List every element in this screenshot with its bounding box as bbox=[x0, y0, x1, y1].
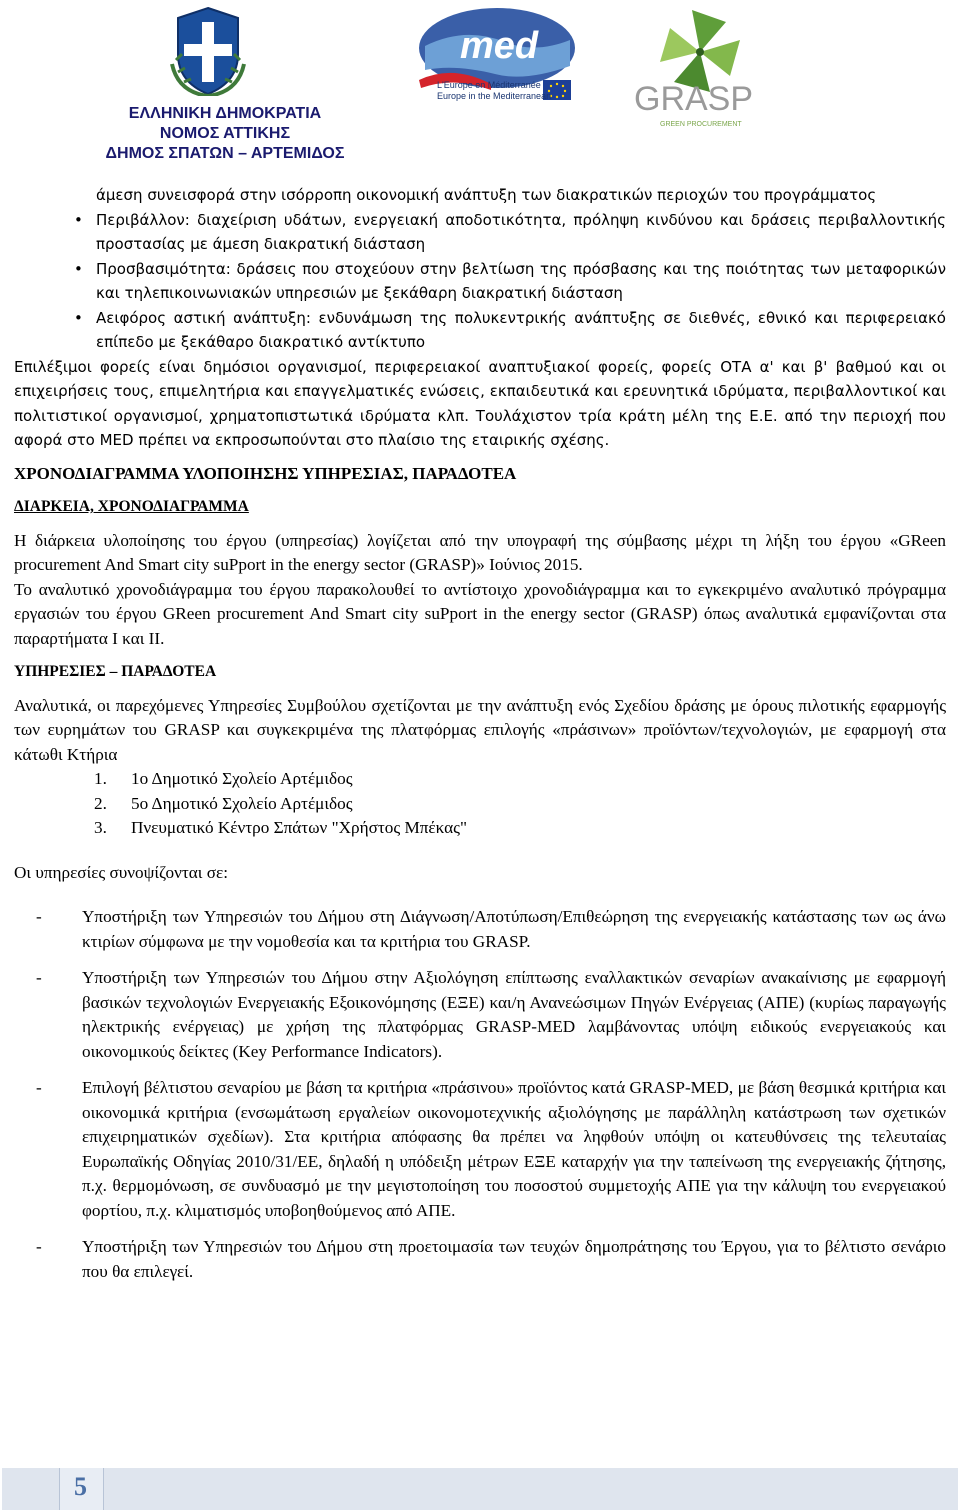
subheading-services: ΥΠΗΡΕΣΙΕΣ – ΠΑΡΑΔΟΤΕΑ bbox=[14, 663, 217, 680]
greek-republic-seal-icon bbox=[168, 4, 248, 96]
building-list-item bbox=[14, 816, 946, 841]
bullet-dot-icon: • bbox=[74, 308, 83, 327]
header-line-municipality: ΔΗΜΟΣ ΣΠΑΤΩΝ – ΑΡΤΕΜΙΔΟΣ bbox=[105, 145, 345, 162]
page-number: 5 bbox=[74, 1472, 87, 1501]
bullet-item bbox=[14, 208, 946, 257]
document-body bbox=[14, 183, 946, 1296]
dash-bullet: - bbox=[36, 1237, 42, 1256]
duration-paragraph: Η διάρκεια υλοποίησης του έργου (υπηρεσίας) λογίζεται από την υπογραφή της σύμβασης μέχρι τη λήξη του έργου «GReen procurement And Smart city suPport in the energy sector (GRASP)» Ιούνιος 2015. bbox=[14, 530, 946, 574]
med-logo-wordmark: med bbox=[460, 25, 539, 67]
bullet-continuation bbox=[14, 183, 946, 208]
services-summary-intro: Οι υπηρεσίες συνοψίζονται σε: bbox=[14, 862, 228, 882]
schedule-paragraph: Το αναλυτικό χρονοδιάγραμμα του έργου παρακολουθεί το αντίστοιχο χρονοδιάγραμμα και το εγκεκριμένο αναλυτικό πρόγραμμα εργασιών του έργου GReen procurement And Smart city suPport in the energy sector (GRASP) όπως αναλυτικά εμφανίζονται στα παραρτήματα Ι και ΙΙ. bbox=[14, 579, 946, 648]
dash-bullet: - bbox=[36, 968, 42, 987]
service-list-item bbox=[14, 1235, 946, 1284]
subheading-duration-text: ΔΙΑΡΚΕΙΑ, ΧΡΟΝΟΔΙΑΓΡΑΜΜΑ bbox=[14, 498, 249, 515]
med-programme-logo bbox=[405, 6, 575, 102]
header-line-prefecture: ΝΟΜΟΣ ΑΤΤΙΚΗΣ bbox=[159, 125, 291, 142]
municipality-title bbox=[100, 104, 350, 164]
building-label: Πνευματικό Κέντρο Σπάτων "Χρήστος Μπέκας" bbox=[131, 818, 467, 837]
med-logo-subtitle-fr: L'Europe en Méditerranée bbox=[437, 80, 541, 90]
service-text: Επιλογή βέλτιστου σεναρίου με βάση τα κριτήρια «πράσινου» προϊόντος κατά GRASP-MED, με βάση θεσμικά κριτήρια και οικονομικά κριτήρια (ενσωμάτωση εργαλείων οικονομοτεχνικής αξιολόγησης με παράλληλη κατάστρωση των σχετικών επιχειρηματικών σχεδίων). Στα κριτήρια απόφασης θα πρέπει να ληφθούν υπόψη οι κατευθύνσεις της τελευταίας Ευρωπαϊκής Οδηγίας 2010/31/ΕΕ, δηλαδή η υπόδειξη μέτρων ΕΞΕ καταρχήν για την ταπείνωση της ενεργειακής ζήτησης, π.χ. θερμομόνωση, σε συνδυασμό με την μεγιστοποίηση του ποσοστού συμμετοχής ΑΠΕ για την κάλυψη του ενεργειακού φορτίου, π.χ. κλιματισμός υποβοηθούμενος από ΑΠΕ. bbox=[82, 1078, 946, 1220]
bullet-dot-icon: • bbox=[74, 259, 83, 278]
dash-bullet: - bbox=[36, 1078, 42, 1097]
bullet-item bbox=[14, 306, 946, 355]
bullet-text: Περιβάλλον: διαχείριση υδάτων, ενεργειακή αποδοτικότητα, πρόληψη κινδύνου και δράσεις περιβαλλοντικής προστασίας με άμεση διακρατική διάσταση bbox=[96, 210, 946, 253]
eligible-bodies-paragraph: Επιλέξιμοι φορείς είναι δημόσιοι οργανισμοί, περιφερειακοί αναπτυξιακοί φορείς, φορείς ΟΤΑ α' και β' βαθμού και οι επιχειρήσεις τους, επιμελητήρια και επαγγελματικές ενώσεις, εκπαιδευτικά και ερευνητικά ιδρύματα, περιβαλλοντικοί και πολιτιστικοί οργανισμοί, χρηματοπιστωτικά ιδρύματα κλπ. Τουλάχιστον τρία κράτη μέλη της Ε.Ε. από την περιοχή που αφορά στο MED πρέπει να εκπροσωπούνται στο πλαίσιο της εταιρικής σχέσης. bbox=[14, 357, 946, 449]
grasp-logo-subtitle: GREEN PROCUREMENT bbox=[660, 121, 742, 128]
service-text: Υποστήριξη των Υπηρεσιών του Δήμου στην Αξιολόγηση επίπτωσης εναλλακτικών σεναρίων ανακαίνισης με εφαρμογή βασικών τεχνολογιών Ενεργειακής Εξοικονόμησης (ΕΞΕ) και/η Ανανεώσιμων Πηγών Ενέργειας (ΑΠΕ) (κυρίως παραγωγής ηλεκτρικής ενέργειας) με χρήση της πλατφόρμας GRASP-MED λαμβάνοντας υπόψη ειδικούς ενεργειακούς και οικονομικούς δείκτες (Key Performance Indicators). bbox=[82, 968, 946, 1061]
service-text: Υποστήριξη των Υπηρεσιών του Δήμου στη Διάγνωση/Αποτύπωση/Επιθεώρηση της ενεργειακής κατάστασης των ως άνω κτιρίων σύμφωνα με την νομοθεσία και τα κριτήρια του GRASP. bbox=[82, 907, 946, 951]
med-logo-subtitle-en: Europe in the Mediterranean bbox=[437, 91, 552, 101]
bullet-text: Αειφόρος αστική ανάπτυξη: ενδυνάμωση της πολυκεντρικής ανάπτυξης σε διεθνές, εθνικό και περιφερειακό επίπεδο με ξεκάθαρο διακρατικό αντίκτυπο bbox=[96, 308, 946, 351]
building-label: 5ο Δημοτικό Σχολείο Αρτέμιδος bbox=[131, 793, 353, 813]
letterhead bbox=[0, 0, 960, 175]
building-list-item bbox=[14, 792, 946, 817]
subheading-duration bbox=[14, 495, 946, 520]
bullet-text: Προσβασιμότητα: δράσεις που στοχεύουν στην βελτίωση της πρόσβασης και της ποιότητας των μεταφορικών και τηλεπικοινωνιακών υπηρεσιών με ξεκάθαρη διακρατική διάσταση bbox=[96, 259, 946, 302]
grasp-project-logo bbox=[630, 6, 770, 130]
section-heading-schedule: ΧΡΟΝΟΔΙΑΓΡΑΜΜΑ ΥΛΟΠΟΙΗΣΗΣ ΥΠΗΡΕΣΙΑΣ, ΠΑΡΑΔΟΤΕΑ bbox=[14, 463, 517, 483]
building-number: 1. bbox=[94, 769, 107, 788]
footer-bar bbox=[2, 1468, 958, 1510]
bullet-continuation-text: άμεση συνεισφορά στην ισόρροπη οικονομική ανάπτυξη των διακρατικών περιοχών του προγράμματος bbox=[96, 186, 877, 204]
bullet-dot-icon: • bbox=[74, 210, 83, 229]
building-list-item bbox=[14, 767, 946, 792]
building-number: 3. bbox=[94, 818, 107, 837]
services-paragraph: Αναλυτικά, οι παρεχόμενες Υπηρεσίες Συμβούλου σχετίζονται με την ανάπτυξη ενός Σχεδίου δράσης με όρους πιλοτικής εφαρμογής των ευρημάτων του GRASP και συγκεκριμένα της πλατφόρμας επιλογής «πράσινων» προϊόντων/τεχνολογιών, με εφαρμογή στα κάτωθι Κτήρια bbox=[14, 695, 946, 764]
grasp-logo-wordmark: GRASP bbox=[634, 80, 754, 118]
service-list-item bbox=[14, 966, 946, 1064]
building-label: 1ο Δημοτικό Σχολείο Αρτέμιδος bbox=[131, 769, 353, 788]
service-list-item bbox=[14, 905, 946, 954]
service-text: Υποστήριξη των Υπηρεσιών του Δήμου στη προετοιμασία των τευχών δημοπράτησης του Έργου, για το βέλτιστο σενάριο που θα επιλεγεί. bbox=[82, 1237, 946, 1281]
building-number: 2. bbox=[94, 793, 107, 813]
service-list-item bbox=[14, 1076, 946, 1223]
dash-bullet: - bbox=[36, 907, 42, 926]
bullet-item bbox=[14, 257, 946, 306]
header-line-country: ΕΛΛΗΝΙΚΗ ΔΗΜΟΚΡΑΤΙΑ bbox=[128, 105, 322, 122]
